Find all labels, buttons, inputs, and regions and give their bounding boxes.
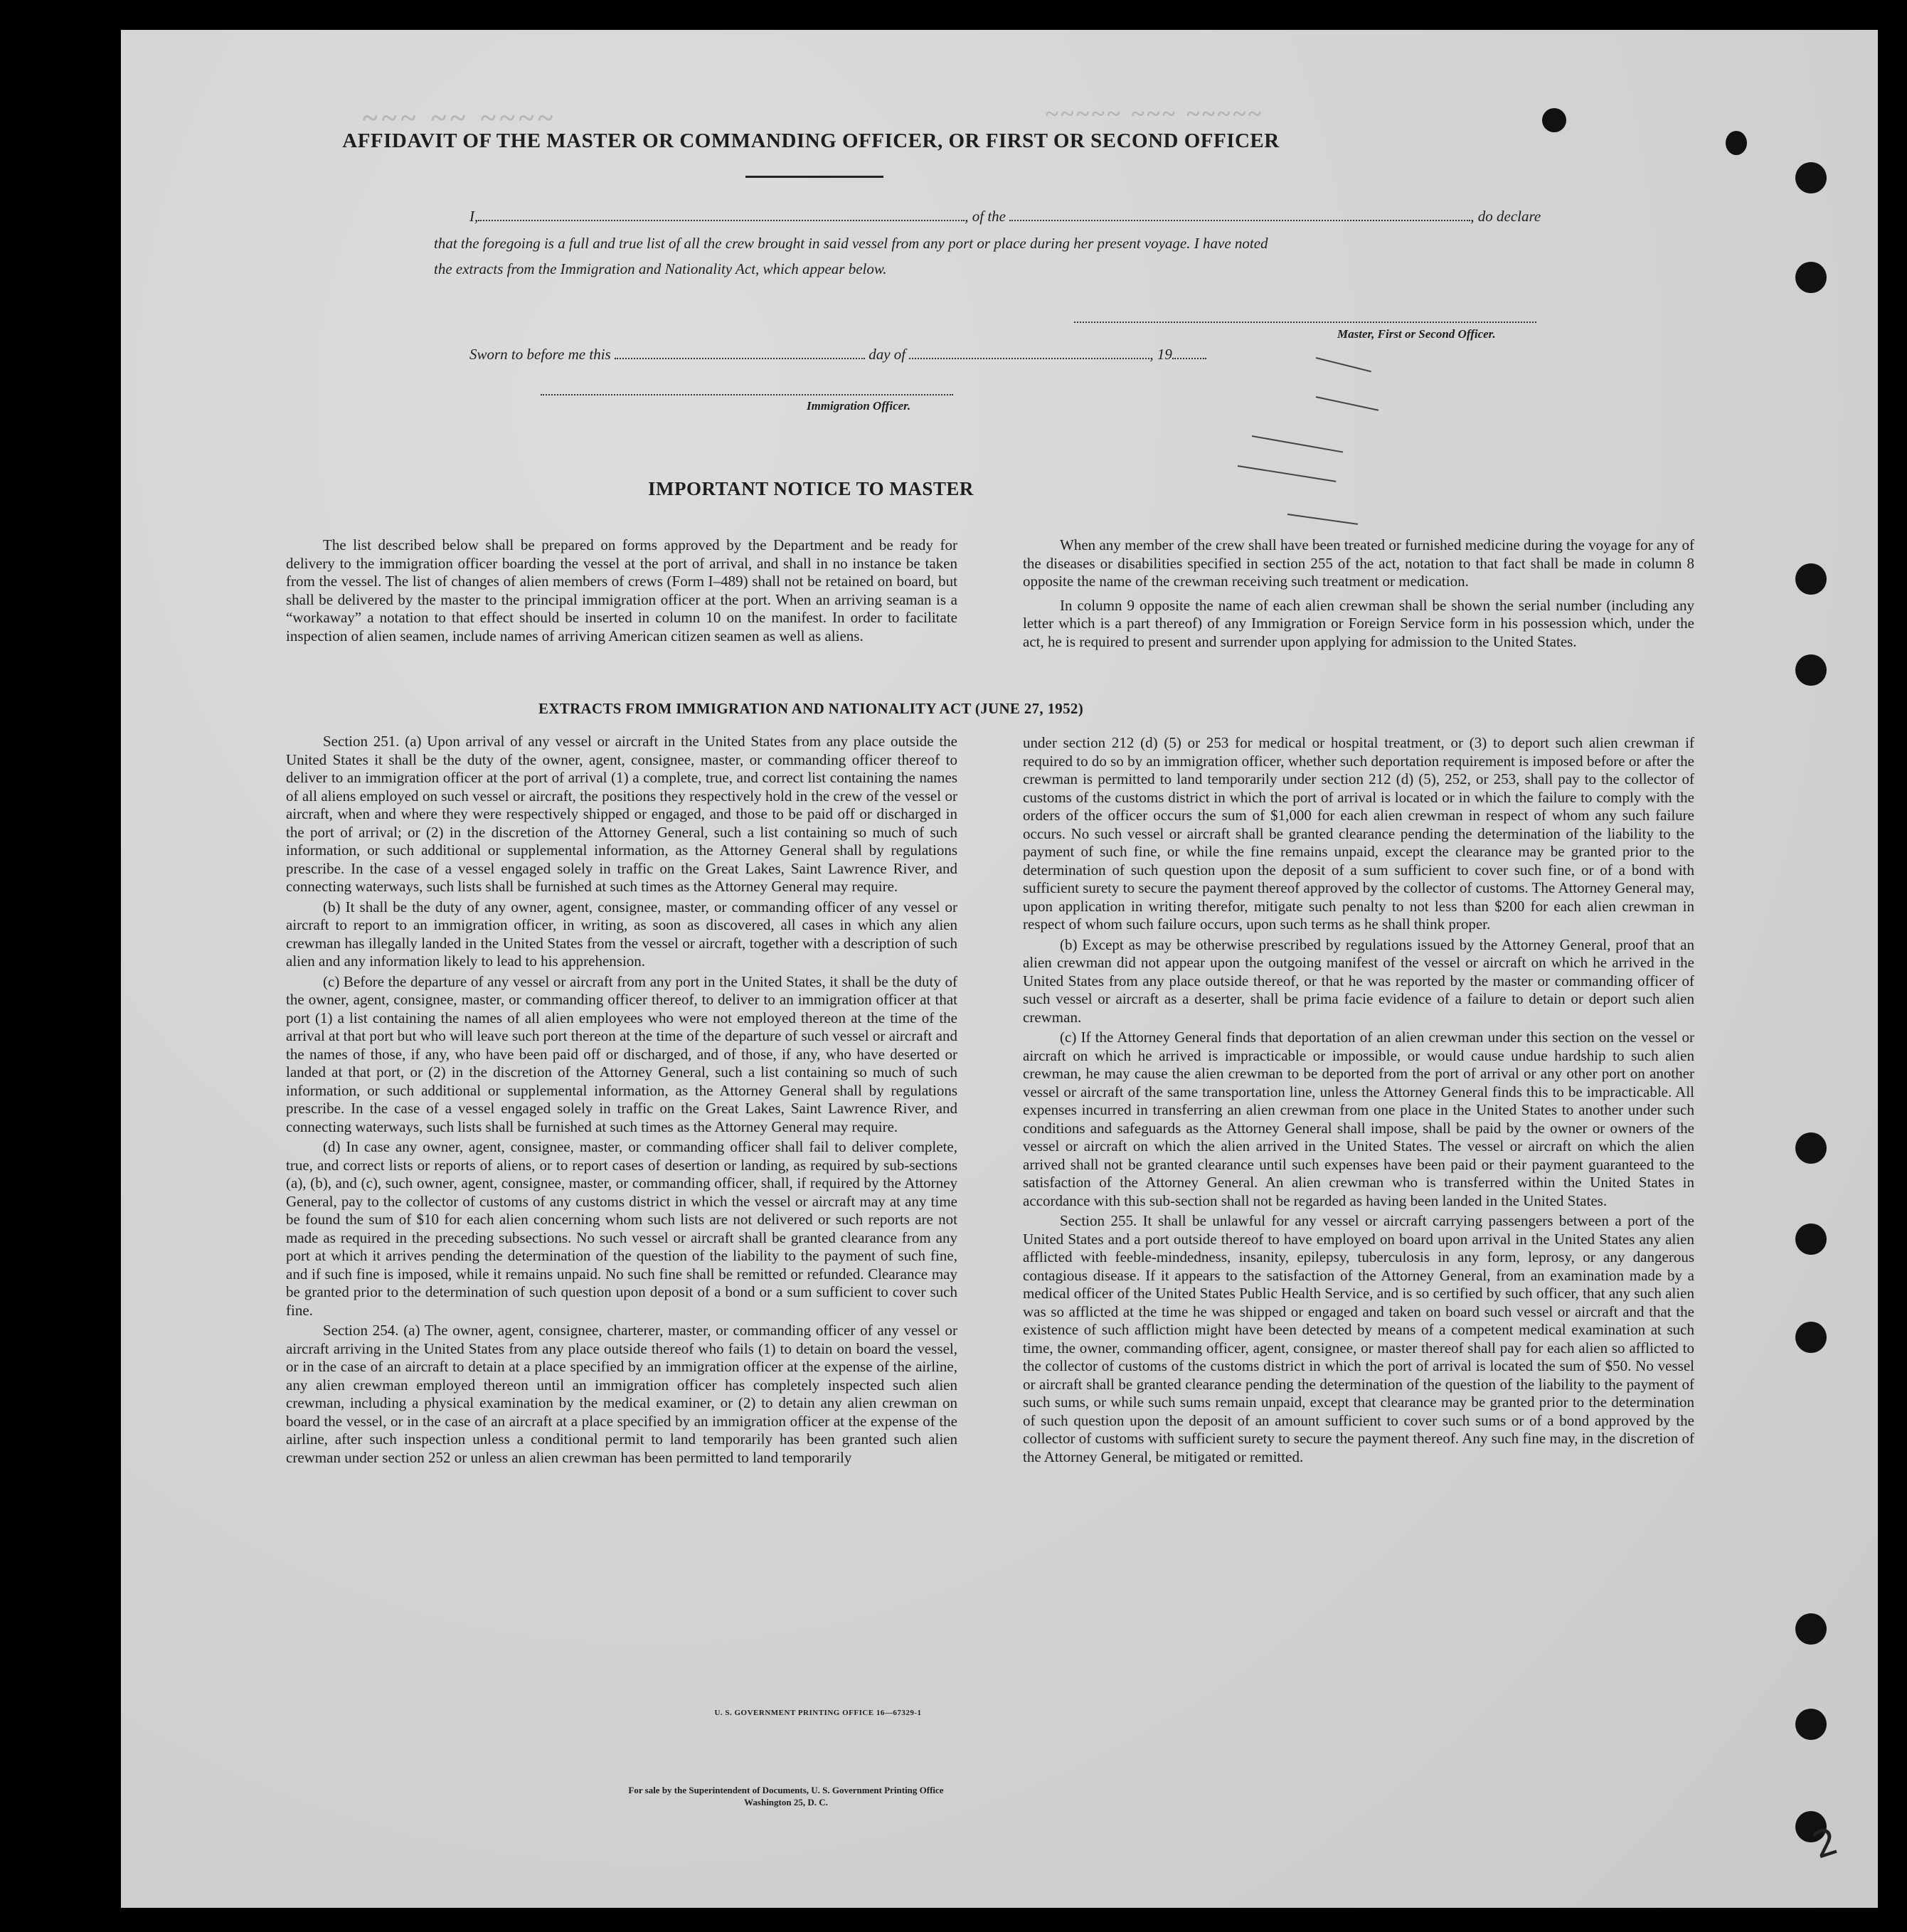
binder-hole <box>1795 1709 1827 1740</box>
year-label: , 19 <box>1149 346 1172 363</box>
extracts-left-column <box>286 733 957 1469</box>
declaration-fill-line <box>469 208 1683 225</box>
title-underline <box>745 176 883 178</box>
form-page <box>121 30 1878 1908</box>
binder-hole <box>1795 563 1827 595</box>
declaration-text-line1: that the foregoing is a full and true list of all the crew brought in said vessel from any port or place during her present voyage. I have noted <box>434 235 1268 252</box>
binder-hole <box>1795 1132 1827 1164</box>
section-251-c: (c) Before the departure of any vessel or aircraft from any port in the United States, it shall be the duty of the owner, agent, consignee, master, or commanding officer thereof, to deliver to an immigration officer at that port (1) a list containing the names of all alien employees who were not employed thereon at the time of the arrival at that port but who will leave such port thereon at the time of the departure of such vessel or aircraft and the names of those, if any, who have been paid off or discharged, and of those, if any, who have deserted or landed at that port, or (2) in the discretion of the Attorney General, such a list containing so much of such information, or such additional or supplemental information, as the Attorney General shall by regulations prescribe. In the case of a vessel engaged solely in traffic on the Great Lakes, Saint Lawrence River, and connecting waterways, such lists shall be furnished at such times as the Attorney General may require. <box>286 972 957 1135</box>
section-251-d: (d) In case any owner, agent, consignee, master, or commanding officer shall fail to deliver complete, true, and correct lists or reports of aliens, or to report cases of desertion or landing, as required by sub-sections (a), (b), and (c), such owner, agent, consignee, master, or commanding officer, shall, if required by the Attorney General, pay to the collector of customs of any customs district in which the vessel or aircraft may at any time be found the sum of $10 for each alien concerning whom such lists are not delivered or such reports are not made as required in the preceding subsections. No such vessel or aircraft shall be granted clearance from any port at which it arrives pending the determination of the question of the liability to the payment of such fine, and if such fine is imposed, while it remains unpaid. No such fine shall be remitted or refunded. Clearance may be granted prior to the determination of such question upon deposit of a bond or a sum sufficient to cover such fine. <box>286 1138 957 1319</box>
sworn-label: Sworn to before me this <box>469 346 611 363</box>
handwritten-page-number: 2 <box>1807 1820 1844 1868</box>
sale-footer <box>121 1784 1451 1808</box>
notice-left-paragraph: The list described below shall be prepared on forms approved by the Department and be ready for delivery to the immigration officer boarding the vessel at the port of arrival, and shall in no instance be taken from the vessel. The list of changes of alien members of crews (Form I–489) shall not be retained on board, but shall be delivered by the master to the principal immigration officer at the port. When an arriving seaman is a “workaway” a notation to that effect should be inserted in column 10 on the manifest. In order to facilitate inspection of alien seamen, include names of arriving American citizen seamen as well as aliens. <box>286 536 957 644</box>
pen-mark <box>1252 435 1343 453</box>
i-label: I, <box>469 208 479 225</box>
binder-hole <box>1795 654 1827 686</box>
sworn-day-field[interactable] <box>615 358 865 359</box>
sworn-line <box>469 346 1206 363</box>
sale-footer-line1: For sale by the Superintendent of Documents, U. S. Government Printing Office <box>628 1785 944 1795</box>
printing-office-code: U. S. GOVERNMENT PRINTING OFFICE 16—67329-1 <box>714 1709 922 1717</box>
extracts-right-column <box>1023 734 1694 1468</box>
section-254-c: (c) If the Attorney General finds that deportation of an alien crewman under this section on the vessel or aircraft on which he arrived is impracticable or impossible, or would cause undue hardship to such alien crewman, he may cause the alien crewman to be deported from the port of arrival or any other port on another vessel or aircraft of the same transportation line, unless the Attorney General finds this to be impracticable. All expenses incurred in transferring an alien crewman from one place in the United States to another under such conditions and safeguards as the Attorney General shall impose, shall be paid by the owner or owners of the vessel or aircraft on which the alien arrived in the United States. The vessel or aircraft on which the alien arrived shall not be granted clearance until such expenses have been paid or their payment guaranteed to the satisfaction of the Attorney General. An alien crewman who is transferred within the United States in accordance with this sub-section shall not be regarded as having been landed in the United States. <box>1023 1029 1694 1209</box>
pen-mark <box>1316 396 1379 411</box>
binder-hole <box>1795 1322 1827 1353</box>
of-the-label: , of the <box>965 208 1006 225</box>
immigration-officer-label: Immigration Officer. <box>807 399 911 413</box>
section-255: Section 255. It shall be unlawful for any vessel or aircraft carrying passengers between a port of the United States and a port outside thereof to have employed on board upon arrival in the United States any alien afflicted with feeble-mindedness, insanity, epilepsy, tuberculosis in any form, leprosy, or any dangerous contagious disease. If it appears to the satisfaction of the Attorney General, from an examination made by a medical officer of the United States Public Health Service, and is so certified by such officer, that any such alien was so afflicted at the time he was shipped or engaged and taken on board such vessel or aircraft and that the existence of such affliction might have been detected by means of a competent medical examination at such time, the owner, commanding officer, agent, consignee, or master thereof shall pay for each alien so afflicted to the collector of customs of the customs district in which the port of arrival is located the sum of $50. No vessel or aircraft shall be granted clearance pending the determination of the question of the liability to the payment of such sums, or while such sums remain unpaid, except that clearance may be granted prior to the determination of such question upon the deposit of an amount sufficient to cover such sums or of a bond approved by the collector of customs with sufficient surety to secure the payment thereof. Any such fine may, in the discretion of the Attorney General, be mitigated or remitted. <box>1023 1212 1694 1465</box>
notice-right-paragraph-1: When any member of the crew shall have been treated or furnished medicine during the voyage for any of the diseases or disabilities specified in section 255 of the act, notation to that fact shall be made in column 8 opposite the name of the crewman receiving such treatment or medication. <box>1023 536 1694 590</box>
bleed-through-mark: ~~~~~ ~~~ ~~~~~ <box>1046 101 1264 127</box>
do-declare-label: , do declare <box>1470 208 1541 225</box>
binder-hole <box>1795 162 1827 193</box>
sale-footer-line2: Washington 25, D. C. <box>744 1797 828 1808</box>
section-254-a: Section 254. (a) The owner, agent, consignee, charterer, master, or commanding officer of any vessel or aircraft arriving in the United States from any place outside thereof who fails (1) to detain on board the vessel, or in the case of an aircraft to detain at a place specified by an immigration officer at the expense of the airline, any alien crewman employed thereon until an immigration officer has completely inspected such alien crewman, including a physical examination by the medical examiner, or (2) to detain any alien crewman on board the vessel, or in the case of an aircraft at a place specified by an immigration officer at the expense of the airline, after such inspection unless a conditional permit to land temporarily has been granted such alien crewman under section 252 or unless an alien crewman has been permitted to land temporarily <box>286 1322 957 1466</box>
binder-hole <box>1795 1613 1827 1645</box>
section-251-a: Section 251. (a) Upon arrival of any vessel or aircraft in the United States from any place outside the United States it shall be the duty of the owner, agent, consignee, master, or commanding officer thereof to deliver to an immigration officer at the port of arrival (1) a complete, true, and correct list containing the names of all aliens employed on such vessel or aircraft, the positions they respectively hold in the crew of the vessel or aircraft, when and where they were respectively shipped or engaged, and those to be paid off or discharged in the port of arrival; or (2) in the discretion of the Attorney General, such a list containing so much of such information, or such additional or supplemental information, as the Attorney General shall by regulations prescribe. In the case of a vessel engaged solely in traffic on the Great Lakes, Saint Lawrence River, and connecting waterways, such lists shall be furnished at such times as the Attorney General may require. <box>286 733 957 895</box>
notice-right-paragraph-2: In column 9 opposite the name of each alien crewman shall be shown the serial number (including any letter which is a part thereof) of any Immigration or Foreign Service form in his possession which, under the act, he is required to present and surrender upon applying for admission to the United States. <box>1023 596 1694 650</box>
notice-right-column <box>1023 536 1694 653</box>
extracts-title: EXTRACTS FROM IMMIGRATION AND NATIONALITY ACT (JUNE 27, 1952) <box>538 700 1083 717</box>
sworn-month-field[interactable] <box>909 358 1149 359</box>
master-signature-line[interactable] <box>1074 322 1536 323</box>
section-251-b: (b) It shall be the duty of any owner, agent, consignee, master, or commanding officer of any vessel or aircraft to report to an immigration officer, in writing, as soon as discovered, all cases in which any alien crewman has illegally landed in the United States from the vessel or aircraft, together with a description of such alien and any information likely to lead to his apprehension. <box>286 898 957 970</box>
immigration-officer-signature-line[interactable] <box>541 394 953 396</box>
section-254-b: (b) Except as may be otherwise prescribed by regulations issued by the Attorney General, proof that an alien crewman did not appear upon the outgoing manifest of the vessel or aircraft on which he arrived in the United States from any place outside thereof, or that he was reported by the master or commanding officer of such vessel or aircraft as a deserter, shall be prima facie evidence of a failure to detain or deport such alien crewman. <box>1023 935 1694 1026</box>
binder-hole <box>1726 131 1747 155</box>
notice-left-column <box>286 536 957 647</box>
sworn-year-field[interactable] <box>1172 358 1206 359</box>
declaration-text-line2: the extracts from the Immigration and Nationality Act, which appear below. <box>434 260 887 277</box>
day-of-label: day of <box>868 346 906 363</box>
master-signature-label: Master, First or Second Officer. <box>1337 327 1496 341</box>
binder-hole <box>1795 1224 1827 1255</box>
pen-mark <box>1316 357 1371 372</box>
binder-hole <box>1795 262 1827 293</box>
notice-title: IMPORTANT NOTICE TO MASTER <box>648 478 974 499</box>
bleed-through-mark: ~~~ ~~ ~~~~ <box>363 102 558 134</box>
pen-mark <box>1287 514 1358 525</box>
vessel-field[interactable] <box>1009 220 1470 221</box>
affidavit-title: AFFIDAVIT OF THE MASTER OR COMMANDING OFFICER, OR FIRST OR SECOND OFFICER <box>342 129 1280 152</box>
name-field[interactable] <box>478 220 965 221</box>
binder-hole <box>1542 108 1566 132</box>
section-254-a-continued: under section 212 (d) (5) or 253 for medical or hospital treatment, or (3) to deport such alien crewman if required to do so by an immigration officer, whether such deportation requirement is imposed before or after the crewman is permitted to land temporarily under section 212 (d) (5), 252, or 253, shall pay to the collector of customs of the customs district in which the port of arrival is located or in which the failure to comply with the orders of the officer occurs the sum of $1,000 for each alien crewman in respect of whom any such failure occurs. No such vessel or aircraft shall be granted clearance pending the determination of the liability to the payment of such fine, or while the fine remains unpaid, except the clearance may be granted prior to the determination of such question upon the deposit of a sum sufficient to cover such fine, or of a bond with sufficient surety to secure the payment thereof approved by the collector of customs. The Attorney General may, upon application in writing therefor, mitigate such penalty to not less than $200 for each alien crewman in respect of whom such failure occurs, upon such terms as he shall think proper. <box>1023 734 1694 933</box>
